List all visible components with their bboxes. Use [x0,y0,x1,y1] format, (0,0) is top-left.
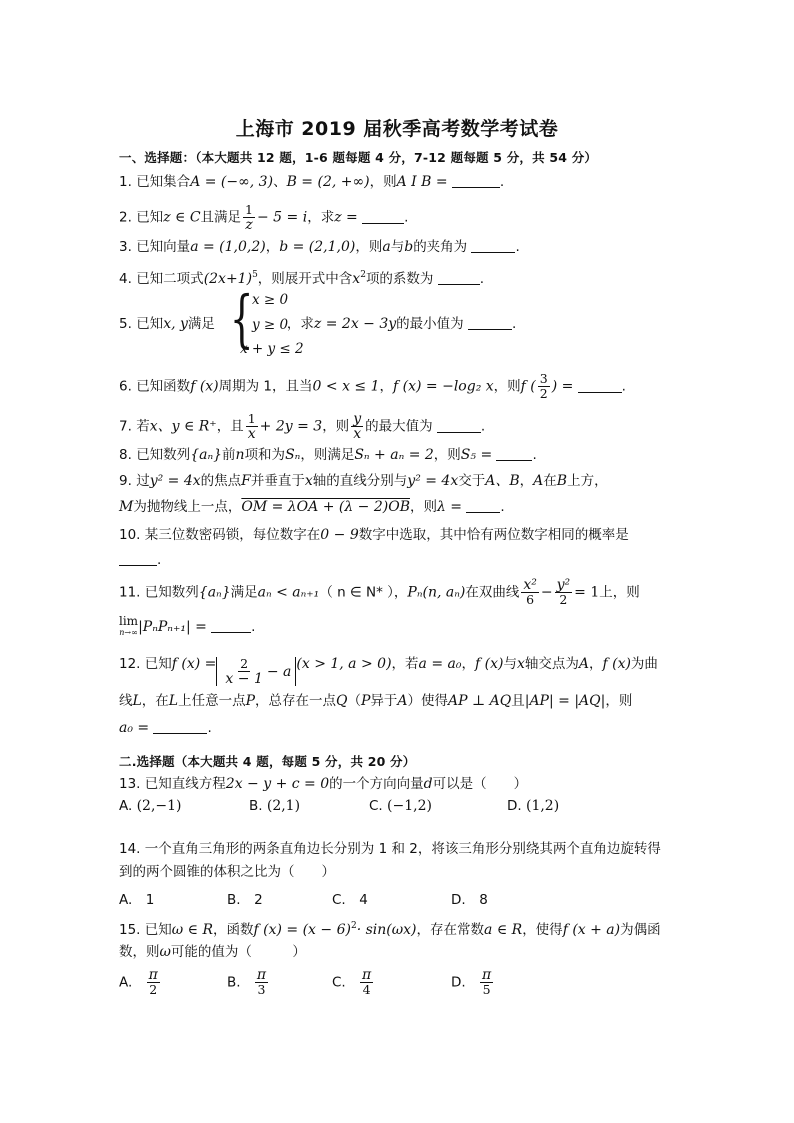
math-expression: = 1 [574,584,600,601]
question-text: . [157,552,162,568]
math-expression: b = (2,1,0) [279,239,356,255]
math-expression: x [516,656,525,672]
answer-blank[interactable] [362,209,404,224]
question-text: 已知向量 [136,239,191,255]
option-label: C. [369,798,383,814]
question-text: . [515,239,520,255]
question-number: 8. [119,447,132,463]
math-expression: y² = 4x [407,473,459,489]
question-text: 前 [222,447,236,463]
math-expression: x, y [163,316,188,332]
question-5 [119,314,516,334]
question-text: 异于 [370,693,398,709]
option-label: C. [332,892,346,908]
question-text: . [511,316,517,332]
option-d[interactable] [451,888,488,908]
option-a[interactable] [119,798,182,814]
math-expression: n [235,447,245,463]
option-value: 4 [359,892,368,908]
question-text: 项的系数为 [365,271,434,287]
question-text: 的最大值为 [365,418,433,435]
math-expression: {aₙ} [190,447,223,463]
math-expression: y² = 4x [149,473,201,489]
question-14-line-1 [119,839,661,859]
option-label: B. [227,892,241,908]
question-text: ， [461,656,475,672]
option-label: A. [119,974,133,991]
question-8 [119,445,537,465]
question-text: 已知数列 [136,447,191,463]
question-text: 的一个方向向量 [329,776,424,792]
math-expression: A I B = [396,174,448,190]
question-text: ， [265,239,280,255]
question-text: . [207,720,212,736]
fraction: $\frac{\pi}{3}$ [256,967,267,997]
math-expression: 0 − 9 [320,527,359,543]
question-number: 6. [119,378,132,395]
question-number: 5. [119,316,132,332]
question-text: 已知 [136,316,164,332]
math-expression: B [556,473,568,489]
question-text: 与 [503,656,517,672]
fraction: $\frac{1}{z}$ [245,202,253,233]
option-value: 8 [479,892,488,908]
option-value: 2 [254,892,263,908]
fraction: $\frac{\text{y²}}{2}$ [556,577,571,607]
question-text: 某三位数密码锁，每位数字在 [144,527,321,543]
math-expression: ω ∈ R [171,922,214,938]
question-6 [119,372,626,401]
answer-blank[interactable] [468,315,512,330]
option-value: (2,−1) [136,798,182,814]
question-text: 可以是（ ） [432,776,528,792]
fraction: $\frac{\text{x²}}{6}$ [523,577,537,607]
option-c[interactable] [369,798,432,814]
option-label: C. [332,974,346,991]
section-heading-1: 一、选择题：（本大题共 12 题，1-6 题每题 4 分，7-12 题每题 5 分，共 54 分） [119,150,598,165]
math-expression: L [168,693,179,709]
math-expression: x [304,473,313,489]
math-expression: − 5 = i [257,209,308,226]
question-text: 可能的值为（ ） [170,944,306,960]
question-text: ，则展开式中含 [257,271,353,287]
math-expression: F [241,473,251,489]
constraint-2: y ≥ 0 [252,317,289,333]
question-text: 已知 [144,922,172,938]
option-a[interactable] [119,888,154,908]
option-value: (2,1) [266,798,301,814]
question-text: 轴交点为 [524,656,579,672]
question-text: ，求 [286,316,314,332]
constraint-3: x + y ≤ 2 [240,341,304,357]
question-text: ，使得 [522,922,563,938]
option-d[interactable] [507,798,559,814]
question-text: 数字中选取，其中恰有两位数字相同的概率是 [358,527,629,543]
math-expression: OM = λOA + (λ − 2)OB [241,499,410,515]
math-expression: P [245,693,256,709]
question-text: 上，则 [599,584,640,601]
option-label: B. [249,798,263,814]
math-expression: f (x) = [171,656,217,672]
question-text: ，函数 [213,922,254,938]
question-text: . [251,619,256,635]
option-d[interactable] [451,968,495,997]
question-text: 在双曲线 [465,584,520,601]
question-number: 4. [119,271,132,287]
option-value: 1 [145,892,155,908]
math-expression: a ∈ R [484,922,523,938]
question-text: 已知直线方程 [144,776,226,792]
option-b[interactable] [227,888,263,908]
math-expression: Q [336,693,348,709]
page-title: 上海市 2019 届秋季高考数学考试卷 [235,118,559,140]
question-text: ，则 [355,239,383,255]
answer-blank[interactable] [211,618,251,633]
answer-blank[interactable] [437,418,481,433]
math-expression: b [404,239,414,255]
question-11-line-1 [119,578,640,607]
question-text: ，则 [493,378,521,395]
answer-blank[interactable] [471,238,515,253]
question-text: 的最小值为 [396,316,464,332]
math-expression: |PₙPₙ₊₁| = [138,619,207,635]
section-heading-2: 二.选择题（本大题共 4 题，每题 5 分，共 20 分） [119,754,416,769]
question-text: ，存在常数 [416,922,485,938]
math-expression: f (x) [190,378,219,395]
option-label: A. [119,798,133,814]
question-text: 交于 [458,473,486,489]
math-expression: L [132,693,142,709]
question-text: ，则 [409,499,437,515]
question-text: 一个直角三角形的两条直角边长分别为 1 和 2，将该三角形分别绕其两个直角边旋转得 [144,841,661,857]
math-expression: z ∈ C [163,209,201,226]
question-text: . [479,271,485,287]
question-text: 为抛物线上一点， [133,499,242,515]
question-text: ， [519,473,534,489]
math-expression: Sₙ + aₙ = 2 [354,447,434,463]
math-expression: x [352,271,361,287]
fraction: $\frac{3}{2}$ [539,371,548,401]
answer-blank[interactable] [438,270,480,285]
question-text: ）使得 [407,693,449,709]
option-label: A. [119,892,133,908]
question-text: 上方， [567,473,608,489]
answer-blank[interactable] [153,719,207,734]
math-expression: − [540,584,553,601]
question-text: 已知二项式 [136,271,204,287]
math-expression: f (x + a) [562,922,621,938]
question-number: 14. [119,841,141,857]
math-expression: Sₙ [285,447,301,463]
question-text: . [480,418,486,435]
math-exponent: 2 [360,270,366,280]
question-text: 若 [136,418,150,435]
absolute-value [216,657,296,686]
math-expression: {aₙ} [198,584,231,601]
option-b[interactable] [227,968,270,997]
question-3 [119,237,520,257]
math-expression: 0 < x ≤ 1 [312,378,380,395]
question-text: ，且 [216,418,244,435]
question-10-line-1 [119,525,629,545]
math-exponent: 2 [350,921,357,931]
question-12-line-3 [119,718,212,738]
constraint-1: x ≥ 0 [252,292,289,308]
math-expression: A [578,656,589,672]
question-text: 上任意一点 [178,693,246,709]
question-9-line-2 [119,497,505,517]
question-number: 10. [119,527,141,543]
math-expression: a = a₀ [418,656,462,672]
question-9-line-1 [119,471,608,491]
question-text: 线 [119,693,133,709]
answer-blank[interactable] [496,446,532,461]
option-value: (1,2) [525,798,560,814]
question-10-line-2 [119,550,161,570]
math-expression: z = [334,209,358,226]
question-2 [119,203,408,232]
question-number: 13. [119,776,141,792]
math-expression: f (x) = −log₂ x [393,378,494,395]
question-text: 为偶函 [620,922,661,938]
question-text: 满足 [230,584,258,601]
question-text: 已知数列 [144,584,199,601]
math-expression: AP ⊥ AQ [448,693,512,709]
question-text: 轴的直线分别与 [312,473,408,489]
question-7 [119,412,485,441]
question-text: ，在 [141,693,169,709]
math-expression: f (x) [474,656,504,672]
left-brace-icon: { [229,282,254,355]
question-text: 满足 [187,316,215,332]
question-14-line-2 [119,862,335,882]
question-number: 3. [119,239,132,255]
question-text: ，则满足 [300,447,355,463]
question-number: 2. [119,209,132,226]
math-expression: z = 2x − 3y [313,316,397,332]
math-expression: P [361,693,371,709]
question-text: ，总存在一点 [255,693,337,709]
option-label: B. [227,974,241,991]
question-text: 周期为 1，且当 [218,378,313,395]
option-label: D. [451,892,466,908]
question-text: . [621,378,626,395]
question-text: 为曲 [630,656,658,672]
math-expression: aₙ < aₙ₊₁ [257,584,320,601]
question-text: ， [588,656,603,672]
question-text: . [500,499,505,515]
fraction: $\frac{\pi}{4}$ [362,967,372,997]
math-expression: d [423,776,433,792]
option-b[interactable] [249,798,300,814]
option-value: (−1,2) [387,798,432,814]
math-expression: B = (2, +∞) [286,174,370,190]
question-text: 且 [511,693,525,709]
limit-operator: lim n→∞ [119,614,139,637]
fraction: $\frac{2}{x - 1}$ [225,656,263,687]
question-text: 已知函数 [136,378,191,395]
question-number: 1. [119,174,132,190]
math-expression: + 2y = 3 [259,418,323,435]
math-expression: f (x) = (x − 6) [253,922,351,938]
question-text: ，则 [605,693,633,709]
fraction: $\frac{\pi}{5}$ [481,967,492,997]
math-expression: a = (1,0,2) [190,239,266,255]
question-1 [119,172,504,192]
question-text: 数，则 [119,944,160,960]
question-text: 的焦点 [200,473,242,489]
math-expression: f ( [520,378,536,395]
option-c[interactable] [332,888,368,908]
question-number: 7. [119,418,132,435]
question-13 [119,774,527,794]
math-expression: − a [266,663,292,680]
question-text: ，求 [307,209,335,226]
question-text: 已知 [144,656,172,672]
math-expression: x、y ∈ R⁺ [149,418,217,435]
question-text: . [404,209,409,226]
math-expression: S₅ = [460,447,493,463]
math-expression: 2x − y + c = 0 [225,776,330,792]
question-text: ，若 [391,656,419,672]
question-text: ， [393,584,408,601]
math-expression: A [397,693,408,709]
question-number: 9. [119,473,132,489]
fraction: $\frac{\pi}{2}$ [148,967,158,997]
question-15-line-2 [119,942,306,962]
question-text: 在 [543,473,557,489]
question-text: 项和为 [244,447,286,463]
math-expression: Pₙ(n, aₙ) [407,584,466,601]
math-expression: f (x) [602,656,631,672]
question-text: 到的两个圆锥的体积之比为（ ） [119,864,335,880]
question-text: ，则 [322,418,350,435]
math-expression: ) = [551,378,574,395]
option-label: D. [451,974,466,991]
question-text: 与 [390,239,405,255]
answer-blank[interactable] [466,498,500,513]
answer-blank[interactable] [578,378,622,393]
question-text: ，则 [369,174,397,190]
fraction: $\frac{1}{x}$ [247,411,256,442]
math-expression: A [533,473,544,489]
math-expression: M [119,499,134,515]
question-text: 并垂直于 [250,473,305,489]
question-text: 、 [273,174,287,190]
question-text: 已知集合 [136,174,191,190]
math-expression: A、B [485,473,520,489]
question-text: . [499,174,505,190]
question-15-line-1 [119,916,661,940]
question-11-line-2 [119,615,255,639]
math-expression: |AP| = |AQ| [524,693,606,709]
question-text: . [532,447,537,463]
question-text: ， [379,378,394,395]
question-text: （ [347,693,361,709]
option-a[interactable] [119,968,162,997]
question-12-line-2 [119,691,632,711]
math-expression: (x > 1, a > 0) [296,656,392,672]
math-expression: a₀ = [119,720,150,736]
question-text: （ n ∈ N* ） [319,584,394,601]
math-expression: a [382,239,391,255]
option-c[interactable] [332,968,375,997]
question-text: 过 [136,473,150,489]
math-expression: ω [159,944,171,960]
math-expression: · sin(ωx) [356,922,417,938]
question-number: 15. [119,922,141,938]
math-exponent: 5 [252,270,258,280]
question-number: 12. [119,656,141,672]
question-text: 已知 [136,209,164,226]
question-number: 11. [119,584,141,601]
question-text: 的夹角为 [413,239,468,255]
fraction: $\frac{y}{x}$ [353,411,362,442]
option-label: D. [507,798,522,814]
math-expression: A = (−∞, 3) [190,174,274,190]
math-expression: λ = [436,499,463,515]
question-text: 且满足 [200,209,242,226]
answer-blank[interactable] [119,551,157,566]
question-4 [119,265,484,289]
question-12-line-1 [119,654,658,686]
math-expression: (2x+1) [203,271,253,287]
answer-blank[interactable] [452,173,500,188]
question-text: ，则 [433,447,461,463]
